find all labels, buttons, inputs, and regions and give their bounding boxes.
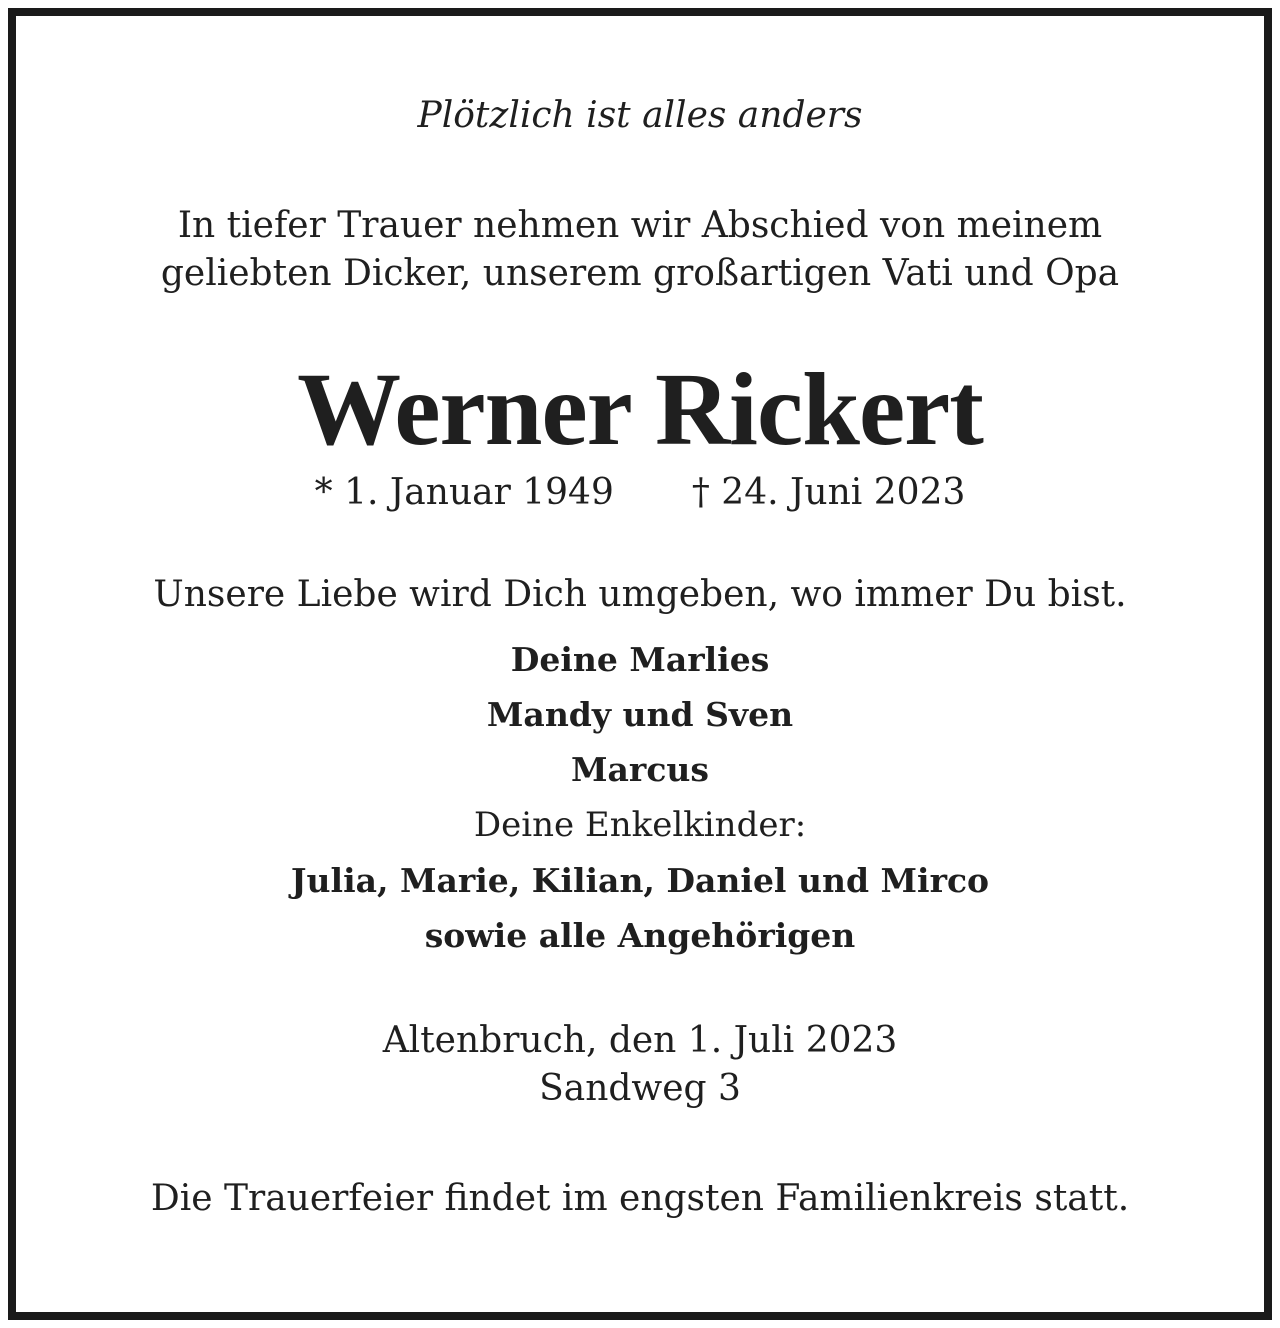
grandchildren-label: Deine Enkelkinder: xyxy=(473,805,807,845)
place-date: Altenbruch, den 1. Juli 2023 xyxy=(382,1020,898,1061)
deceased-name: Werner Rickert xyxy=(297,352,983,467)
grandchildren-names: Julia, Marie, Kilian, Daniel und Mirco xyxy=(290,861,990,900)
address: Sandweg 3 xyxy=(539,1068,741,1109)
family-line-marcus: Marcus xyxy=(571,750,709,789)
family-line-marlies: Deine Marlies xyxy=(510,640,770,679)
intro-text xyxy=(16,202,1264,298)
family-line-mandy-sven: Mandy und Sven xyxy=(486,695,794,734)
relatives-line: sowie alle Angehörigen xyxy=(424,916,856,955)
notice-content xyxy=(16,16,1264,1312)
birth-date: * 1. Januar 1949 xyxy=(314,472,614,513)
death-date: † 24. Juni 2023 xyxy=(691,472,966,513)
obituary-notice xyxy=(8,8,1272,1320)
memorial-quote: Unsere Liebe wird Dich umgeben, wo immer Du bist. xyxy=(153,574,1127,615)
life-dates xyxy=(16,470,1264,516)
motto: Plötzlich ist alles anders xyxy=(417,95,863,136)
ceremony-note: Die Trauerfeier findet im engsten Familienkreis statt. xyxy=(150,1178,1130,1219)
intro-line-2: geliebten Dicker, unserem großartigen Vati und Opa xyxy=(160,253,1120,294)
intro-line-1: In tiefer Trauer nehmen wir Abschied von meinem xyxy=(177,205,1103,246)
